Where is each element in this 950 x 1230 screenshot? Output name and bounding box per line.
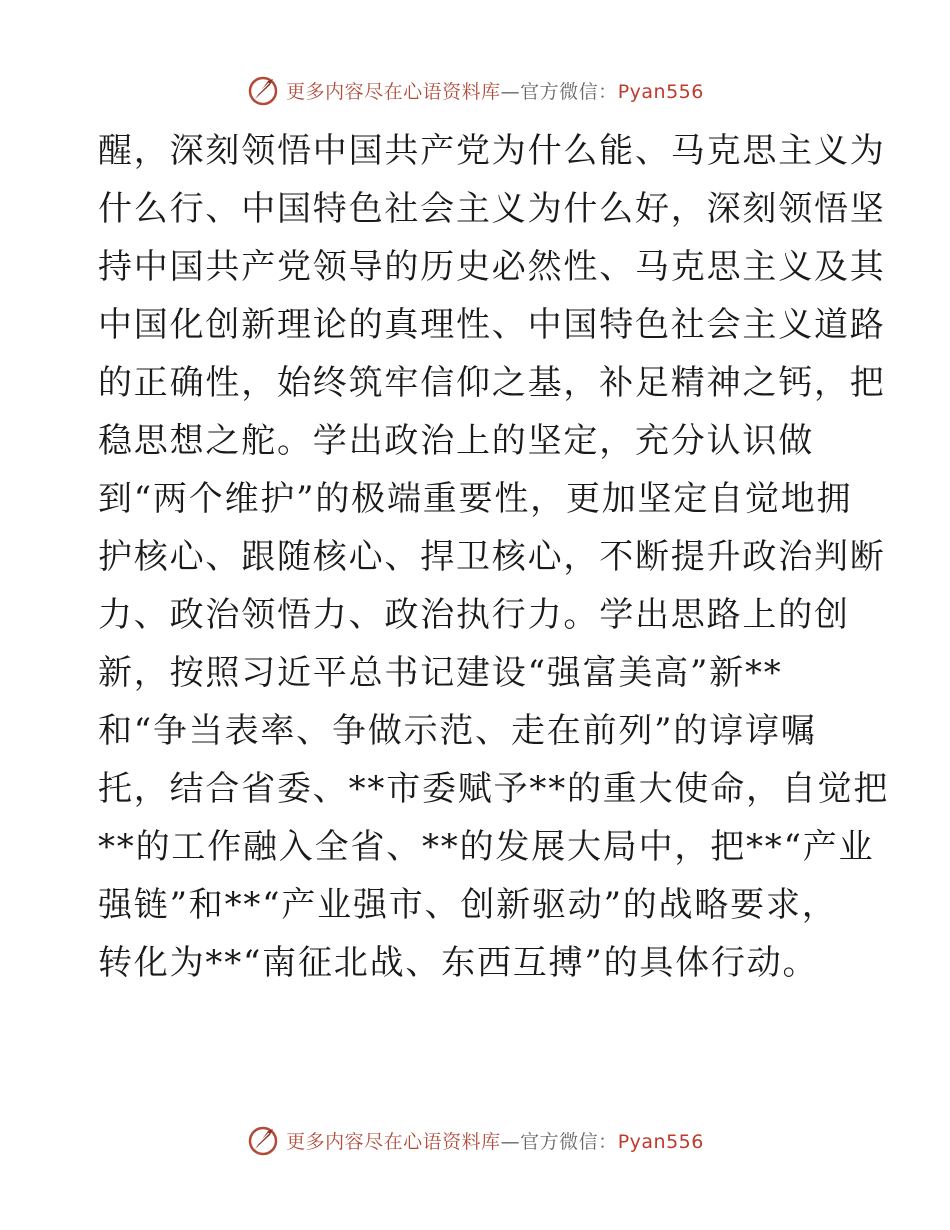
banner-wechat-label: 官方微信： <box>520 80 618 103</box>
banner-main: 更多内容尽在心语资料库 <box>286 1130 501 1153</box>
body-line: 到“两个维护”的极端重要性，更加坚定自觉地拥 <box>98 479 853 519</box>
body-line: 持中国共产党领导的历史必然性、马克思主义及其 <box>98 247 886 287</box>
body-line: 稳思想之舵。学出政治上的坚定，充分认识做 <box>98 421 814 461</box>
banner-separator: — <box>500 1130 521 1153</box>
quill-logo-icon <box>246 1123 280 1157</box>
quill-logo-icon <box>246 73 280 107</box>
banner-text <box>286 77 704 104</box>
body-line: 转化为**“南征北战、东西互搏”的具体行动。 <box>98 943 819 983</box>
body-line: 的正确性，始终筑牢信仰之基，补足精神之钙，把 <box>98 363 886 403</box>
banner-text <box>286 1127 704 1154</box>
body-line: 护核心、跟随核心、捍卫核心，不断提升政治判断 <box>98 537 886 577</box>
body-line: 力、政治领悟力、政治执行力。学出思路上的创 <box>98 595 850 635</box>
body-line: **的工作融入全省、**的发展大局中，把**“产业 <box>98 827 875 867</box>
body-line: 和“争当表率、争做示范、走在前列”的谆谆嘱 <box>98 711 817 751</box>
body-line: 中国化创新理论的真理性、中国特色社会主义道路 <box>98 305 886 345</box>
banner-wechat-handle: Pyan556 <box>617 80 704 103</box>
header-banner <box>0 70 950 110</box>
banner-wechat-label: 官方微信： <box>520 1130 618 1153</box>
footer-banner <box>0 1120 950 1160</box>
body-line: 什么行、中国特色社会主义为什么好，深刻领悟坚 <box>98 189 886 229</box>
body-line: 托，结合省委、**市委赋予**的重大使命，自觉把 <box>98 769 890 809</box>
banner-wechat-handle: Pyan556 <box>617 1130 704 1153</box>
banner-separator: — <box>500 80 521 103</box>
body-text <box>98 122 890 992</box>
body-line: 醒，深刻领悟中国共产党为什么能、马克思主义为 <box>98 131 886 171</box>
body-line: 新，按照习近平总书记建设“强富美高”新** <box>98 653 783 693</box>
body-line: 强链”和**“产业强市、创新驱动”的战略要求， <box>98 885 838 925</box>
banner-main: 更多内容尽在心语资料库 <box>286 80 501 103</box>
